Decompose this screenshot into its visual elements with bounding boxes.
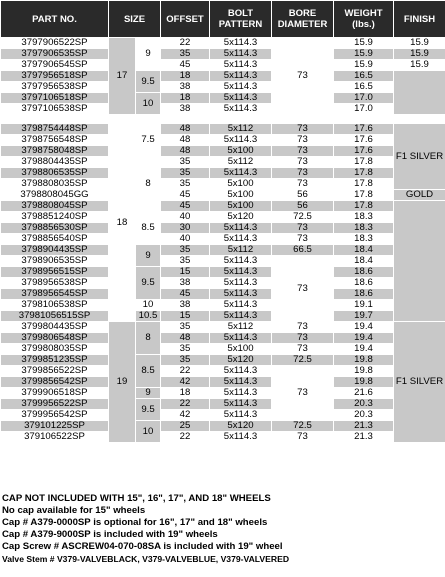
table-row [1, 223, 445, 234]
header-bore-diameter: BORE DIAMETER [272, 1, 334, 38]
finish: GOLD [394, 190, 445, 201]
offset: 22 [161, 399, 210, 410]
part-number: 3798808045SP [1, 201, 109, 212]
table-row [1, 38, 445, 49]
bolt-pattern: 5x114.3 [210, 168, 272, 179]
part-number: 3799856542SP [1, 377, 109, 388]
offset: 18 [161, 71, 210, 82]
bolt-pattern: 5x114.3 [210, 104, 272, 115]
part-number: 3797106518SP [1, 93, 109, 104]
weight: 18.3 [334, 234, 394, 245]
table-row [1, 278, 445, 289]
table-row [1, 388, 445, 399]
weight: 20.3 [334, 410, 394, 421]
offset: 35 [161, 245, 210, 256]
size-width: 9.5 [136, 71, 161, 93]
offset: 40 [161, 212, 210, 223]
bolt-pattern: 5x114.3 [210, 234, 272, 245]
part-number: 3797106538SP [1, 104, 109, 115]
part-number: 3798106538SP [1, 300, 109, 311]
bolt-pattern: 5x100 [210, 179, 272, 190]
weight: 19.7 [334, 311, 394, 322]
bore-diameter: 72.5 [272, 212, 334, 223]
part-number: 379101225SP [1, 421, 109, 432]
bore-diameter: 73 [272, 333, 334, 344]
bore-diameter: 73 [272, 157, 334, 168]
table-row [1, 234, 445, 245]
offset: 22 [161, 432, 210, 443]
size-width: 9.5 [136, 267, 161, 300]
offset: 48 [161, 146, 210, 157]
bore-diameter: 73 [272, 135, 334, 146]
bolt-pattern: 5x114.3 [210, 267, 272, 278]
part-number: 3798956515SP [1, 267, 109, 278]
weight: 18.6 [334, 267, 394, 278]
bolt-pattern: 5x114.3 [210, 71, 272, 82]
table-row [1, 190, 445, 201]
weight: 19.4 [334, 344, 394, 355]
part-number: 3799806548SP [1, 333, 109, 344]
note-no-cap-15: No cap available for 15" wheels [2, 505, 146, 516]
offset: 35 [161, 355, 210, 366]
offset: 48 [161, 135, 210, 146]
size-width: 8.5 [136, 212, 161, 245]
offset: 35 [161, 256, 210, 267]
header-weight: WEIGHT (lbs.) [334, 1, 394, 38]
weight: 18.6 [334, 278, 394, 289]
offset: 48 [161, 124, 210, 135]
weight: 19.4 [334, 322, 394, 333]
header-size: SIZE [109, 1, 161, 38]
part-number: 3798806535SP [1, 168, 109, 179]
weight: 17.8 [334, 168, 394, 179]
bore-diameter: 73 [272, 432, 334, 443]
bolt-pattern: 5x114.3 [210, 49, 272, 60]
weight: 21.6 [334, 388, 394, 399]
weight: 18.6 [334, 289, 394, 300]
part-number: 3798808045GG [1, 190, 109, 201]
weight: 18.4 [334, 245, 394, 256]
bolt-pattern: 5x114.3 [210, 289, 272, 300]
part-number: 3799906518SP [1, 388, 109, 399]
weight: 19.8 [334, 355, 394, 366]
table-row [1, 71, 445, 82]
offset: 45 [161, 289, 210, 300]
bore-diameter: 72.5 [272, 355, 334, 366]
part-number: 3798956545SP [1, 289, 109, 300]
bolt-pattern: 5x120 [210, 421, 272, 432]
offset: 30 [161, 223, 210, 234]
bolt-pattern: 5x114.3 [210, 278, 272, 289]
size-diameter: 18 [109, 124, 136, 322]
table-row [1, 157, 445, 168]
bolt-pattern: 5x114.3 [210, 410, 272, 421]
table-row [1, 377, 445, 388]
bore-diameter: 73 [272, 322, 334, 333]
part-number: 3798851240SP [1, 212, 109, 223]
table-row [1, 135, 445, 146]
bolt-pattern: 5x112 [210, 245, 272, 256]
table-row [1, 146, 445, 157]
table-row [1, 421, 445, 432]
offset: 35 [161, 49, 210, 60]
offset: 25 [161, 421, 210, 432]
part-number: 3799808035SP [1, 344, 109, 355]
offset: 38 [161, 104, 210, 115]
part-number: 3797906535SP [1, 49, 109, 60]
weight: 17.0 [334, 93, 394, 104]
weight: 19.8 [334, 377, 394, 388]
header-offset: OFFSET [161, 1, 210, 38]
bore-diameter: 73 [272, 124, 334, 135]
footnotes [2, 493, 442, 565]
offset: 35 [161, 168, 210, 179]
part-number: 3798754448SP [1, 124, 109, 135]
bolt-pattern: 5x112 [210, 157, 272, 168]
table-row [1, 311, 445, 322]
bore-diameter: 73 [272, 38, 334, 115]
weight: 17.0 [334, 104, 394, 115]
table-header-row [1, 1, 445, 38]
weight: 16.5 [334, 71, 394, 82]
offset: 38 [161, 300, 210, 311]
bore-diameter: 72.5 [272, 421, 334, 432]
offset: 42 [161, 410, 210, 421]
bolt-pattern: 5x114.3 [210, 223, 272, 234]
size-width: 9 [136, 245, 161, 267]
bolt-pattern: 5x114.3 [210, 93, 272, 104]
bore-diameter: 73 [272, 344, 334, 355]
bore-diameter: 66.5 [272, 245, 334, 256]
bolt-pattern: 5x100 [210, 344, 272, 355]
bolt-pattern: 5x114.3 [210, 377, 272, 388]
bolt-pattern: 5x114.3 [210, 366, 272, 377]
bore-diameter: 56 [272, 190, 334, 201]
table-row [1, 432, 445, 443]
bore-diameter: 73 [272, 256, 334, 322]
offset: 35 [161, 322, 210, 333]
table-row [1, 49, 445, 60]
part-number: 379106522SP [1, 432, 109, 443]
bolt-pattern: 5x120 [210, 212, 272, 223]
table-row [1, 124, 445, 135]
size-width: 10 [136, 300, 161, 311]
bolt-pattern: 5x114.3 [210, 333, 272, 344]
bolt-pattern: 5x114.3 [210, 38, 272, 49]
weight: 18.3 [334, 212, 394, 223]
finish: F1 SILVER [394, 124, 445, 190]
table-row [1, 267, 445, 278]
weight: 19.8 [334, 366, 394, 377]
weight: 17.8 [334, 157, 394, 168]
part-number: 3797906522SP [1, 38, 109, 49]
table-row [1, 355, 445, 366]
table-row [1, 93, 445, 104]
bolt-pattern: 5x120 [210, 355, 272, 366]
bolt-pattern: 5x114.3 [210, 60, 272, 71]
weight: 21.3 [334, 421, 394, 432]
table-row [1, 256, 445, 267]
bolt-pattern: 5x112 [210, 124, 272, 135]
bolt-pattern: 5x114.3 [210, 135, 272, 146]
offset: 15 [161, 311, 210, 322]
offset: 18 [161, 388, 210, 399]
bolt-pattern: 5x112 [210, 322, 272, 333]
bolt-pattern: 5x114.3 [210, 300, 272, 311]
table-row [1, 410, 445, 421]
weight: 17.6 [334, 135, 394, 146]
part-number: 3798804435SP [1, 157, 109, 168]
part-number: 3799856522SP [1, 366, 109, 377]
offset: 35 [161, 157, 210, 168]
table-row [1, 168, 445, 179]
size-diameter: 17 [109, 38, 136, 115]
bolt-pattern: 5x114.3 [210, 311, 272, 322]
table-row [1, 289, 445, 300]
table-row [1, 366, 445, 377]
part-number: 3799956542SP [1, 410, 109, 421]
part-number: 3798756548SP [1, 135, 109, 146]
size-diameter: 19 [109, 322, 136, 443]
finish: F1 SILVER [394, 322, 445, 443]
offset: 15 [161, 267, 210, 278]
offset: 48 [161, 333, 210, 344]
size-width: 8 [136, 157, 161, 212]
weight: 17.8 [334, 190, 394, 201]
weight: 19.1 [334, 300, 394, 311]
bolt-pattern: 5x114.3 [210, 82, 272, 93]
table-row [1, 333, 445, 344]
weight: 15.9 [334, 49, 394, 60]
part-number: 3797956518SP [1, 71, 109, 82]
weight: 18.4 [334, 256, 394, 267]
table-row [1, 245, 445, 256]
table-row [1, 60, 445, 71]
bore-diameter: 73 [272, 223, 334, 234]
note-cap-screw: Cap Screw # ASCREW04-070-08SA is included with 19" wheel [2, 541, 283, 552]
table-row [1, 300, 445, 311]
note-cap-included-19: Cap # A379-9000SP is included with 19" wheels [2, 529, 218, 540]
offset: 45 [161, 201, 210, 212]
offset: 42 [161, 377, 210, 388]
table-row [1, 201, 445, 212]
finish: 15.9 [394, 38, 445, 49]
size-width: 9 [136, 38, 161, 71]
part-number: 3798956538SP [1, 278, 109, 289]
bolt-pattern: 5x114.3 [210, 399, 272, 410]
part-number: 3799851235SP [1, 355, 109, 366]
weight: 19.4 [334, 333, 394, 344]
size-width: 8.5 [136, 355, 161, 388]
bolt-pattern: 5x114.3 [210, 388, 272, 399]
bore-diameter: 73 [272, 146, 334, 157]
size-width: 8 [136, 322, 161, 355]
group-spacer [1, 115, 445, 124]
bore-diameter: 73 [272, 234, 334, 245]
weight: 17.6 [334, 124, 394, 135]
part-number: 3798904435SP [1, 245, 109, 256]
table-row [1, 104, 445, 115]
table-row [1, 82, 445, 93]
table-row [1, 179, 445, 190]
weight: 20.3 [334, 399, 394, 410]
size-width: 7.5 [136, 124, 161, 157]
offset: 38 [161, 82, 210, 93]
part-number: 3798808035SP [1, 179, 109, 190]
part-number: 3798906535SP [1, 256, 109, 267]
finish [394, 201, 445, 322]
size-width: 10 [136, 93, 161, 115]
size-width: 9 [136, 388, 161, 399]
part-number: 3798856540SP [1, 234, 109, 245]
note-cap-optional: Cap # A379-0000SP is optional for 16", 17" and 18" wheels [2, 517, 268, 528]
weight: 17.6 [334, 146, 394, 157]
offset: 35 [161, 344, 210, 355]
bolt-pattern: 5x114.3 [210, 432, 272, 443]
finish [394, 71, 445, 115]
offset: 45 [161, 60, 210, 71]
weight: 21.3 [334, 432, 394, 443]
header-bolt-pattern: BOLT PATTERN [210, 1, 272, 38]
bore-diameter: 73 [272, 366, 334, 421]
part-number: 3797906545SP [1, 60, 109, 71]
weight: 16.5 [334, 82, 394, 93]
header-finish: FINISH [394, 1, 445, 38]
size-width: 9.5 [136, 399, 161, 421]
bolt-pattern: 5x114.3 [210, 256, 272, 267]
bolt-pattern: 5x100 [210, 146, 272, 157]
finish: 15.9 [394, 49, 445, 60]
part-number: 3798758048SP [1, 146, 109, 157]
offset: 22 [161, 38, 210, 49]
size-width: 10 [136, 421, 161, 443]
size-width: 10.5 [136, 311, 161, 322]
weight: 15.9 [334, 60, 394, 71]
header-part-no: PART NO. [1, 1, 109, 38]
table-row [1, 212, 445, 223]
table-row [1, 399, 445, 410]
weight: 18.3 [334, 223, 394, 234]
offset: 38 [161, 278, 210, 289]
offset: 18 [161, 93, 210, 104]
offset: 35 [161, 179, 210, 190]
bore-diameter: 73 [272, 168, 334, 179]
weight: 17.8 [334, 179, 394, 190]
finish: 15.9 [394, 60, 445, 71]
part-number: 3799956522SP [1, 399, 109, 410]
table-row [1, 322, 445, 333]
offset: 40 [161, 234, 210, 245]
bore-diameter: 56 [272, 201, 334, 212]
bore-diameter: 73 [272, 179, 334, 190]
offset: 45 [161, 190, 210, 201]
bolt-pattern: 5x100 [210, 190, 272, 201]
weight: 15.9 [334, 38, 394, 49]
part-number: 3797956538SP [1, 82, 109, 93]
offset: 22 [161, 366, 210, 377]
bolt-pattern: 5x100 [210, 201, 272, 212]
weight: 17.8 [334, 201, 394, 212]
part-number: 3798856530SP [1, 223, 109, 234]
table-row [1, 344, 445, 355]
note-cap-not-included: CAP NOT INCLUDED WITH 15", 16", 17", AND 18" WHEELS [2, 493, 271, 504]
part-number: 37981056515SP [1, 311, 109, 322]
note-valve-stem: Valve Stem # V379-VALVEBLACK, V379-VALVEBLUE, V379-VALVERED [2, 554, 290, 564]
part-number: 3799804435SP [1, 322, 109, 333]
